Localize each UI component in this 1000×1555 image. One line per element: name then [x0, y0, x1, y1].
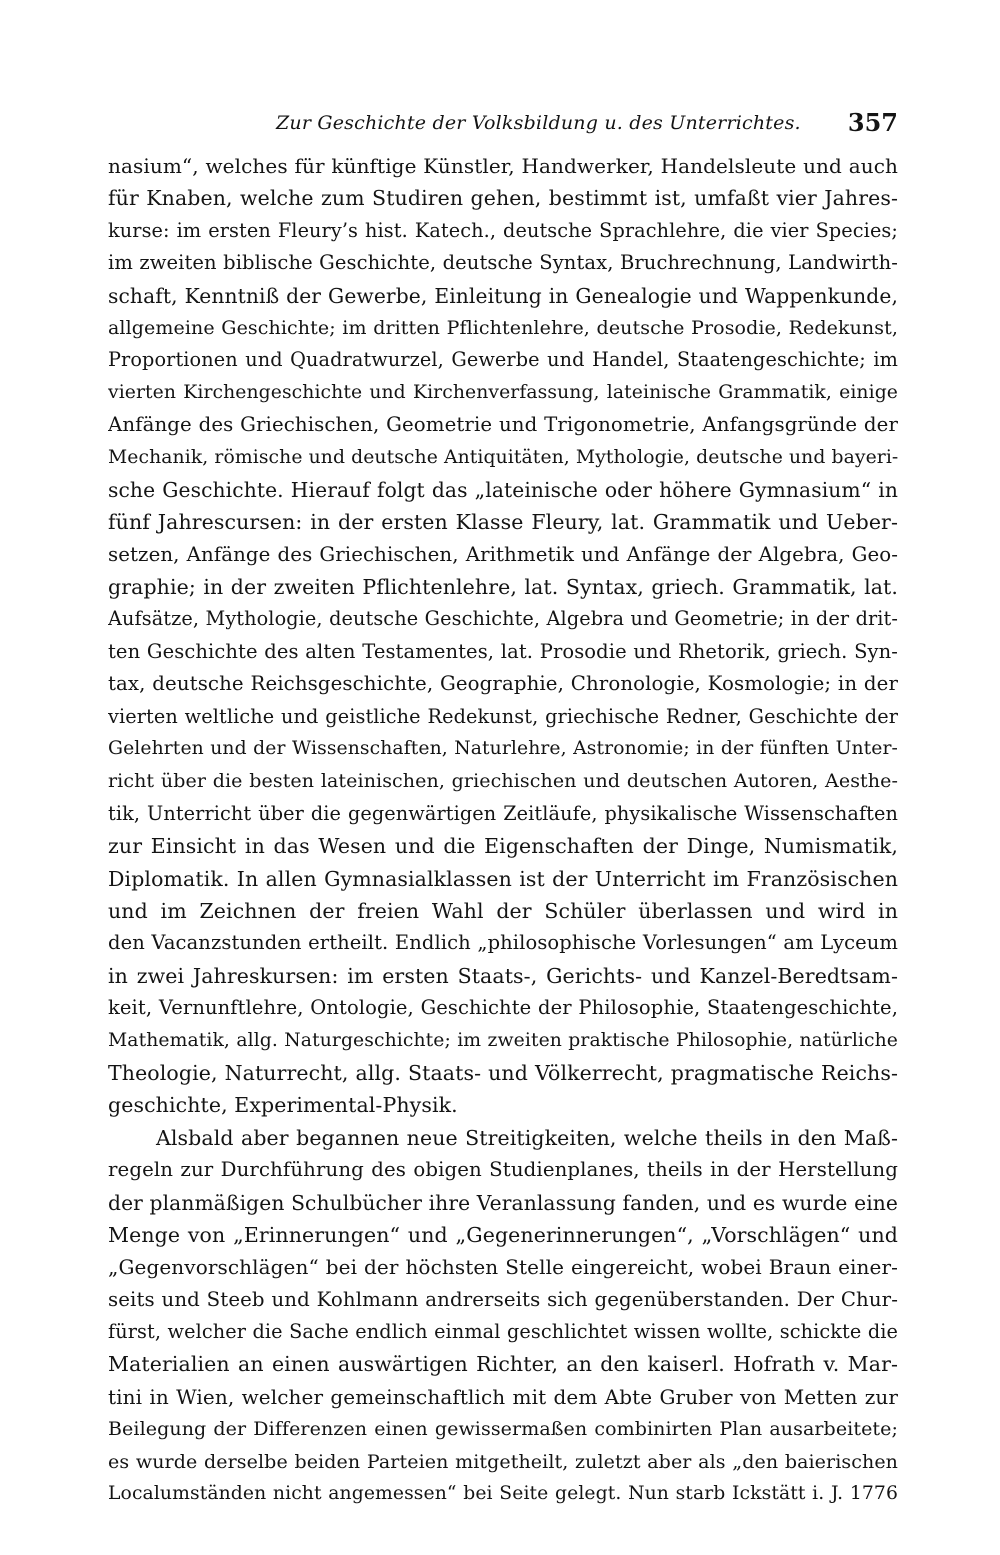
text-line: Alsbald aber begannen neue Streitigkeiten, welche theils in den Maß- — [156, 1125, 898, 1150]
paragraph-1 — [108, 150, 898, 1122]
text-line: Aufsätze, Mythologie, deutsche Geschichte, Algebra und Geometrie; in der drit- — [108, 607, 898, 631]
running-title: Zur Geschichte der Volksbildung u. des Unterrichtes. — [276, 112, 801, 134]
text-line: tax, deutsche Reichsgeschichte, Geographie, Chronologie, Kosmologie; in der — [108, 672, 898, 696]
text-line: Anfänge des Griechischen, Geometrie und Trigonometrie, Anfangsgründe der — [108, 413, 898, 437]
text-line: Proportionen und Quadratwurzel, Gewerbe und Handel, Staatengeschichte; im — [108, 348, 898, 372]
text-line: der planmäßigen Schulbücher ihre Veranlassung fanden, und es wurde eine — [108, 1190, 898, 1215]
text-line: seits und Steeb und Kohlmann andrerseits sich gegenüberstanden. Der Chur- — [108, 1287, 898, 1311]
text-line: Mechanik, römische und deutsche Antiquitäten, Mythologie, deutsche und bayeri- — [108, 446, 898, 468]
text-line: fürst, welcher die Sache endlich einmal geschlichtet wissen wollte, schickte die — [108, 1320, 898, 1344]
text-line: in zwei Jahreskursen: im ersten Staats-, Gerichts- und Kanzel-Beredtsam- — [108, 963, 898, 988]
text-line: kurse: im ersten Fleury’s hist. Katech., deutsche Sprachlehre, die vier Species; — [108, 218, 898, 242]
text-line: setzen, Anfänge des Griechischen, Arithmetik und Anfänge der Algebra, Geo- — [108, 542, 898, 566]
text-line: nasium“, welches für künftige Künstler, Handwerker, Handelsleute und auch — [108, 154, 898, 178]
text-line: Mathematik, allg. Naturgeschichte; im zweiten praktische Philosophie, natürliche — [108, 1029, 898, 1051]
text-line: tini in Wien, welcher gemeinschaftlich mit dem Abte Gruber von Metten zur — [108, 1384, 898, 1409]
text-line: und im Zeichnen der freien Wahl der Schüler überlassen und wird in — [108, 898, 898, 923]
text-line: sche Geschichte. Hierauf folgt das „lateinische oder höhere Gymnasium“ in — [108, 477, 898, 502]
running-header — [108, 108, 898, 144]
text-line: Localumständen nicht angemessen“ bei Seite gelegt. Nun starb Ickstätt i. J. 1776 — [108, 1483, 898, 1505]
text-line: geschichte, Experimental-Physik. — [108, 1093, 458, 1118]
text-line: Theologie, Naturrecht, allg. Staats- und Völkerrecht, pragmatische Reichs- — [108, 1060, 898, 1085]
page-number: 357 — [847, 108, 898, 137]
text-line: regeln zur Durchführung des obigen Studienplanes, theils in der Herstellung — [108, 1158, 898, 1182]
text-line: für Knaben, welche zum Studiren gehen, bestimmt ist, umfaßt vier Jahres- — [108, 186, 898, 211]
text-line: Menge von „Erinnerungen“ und „Gegenerinnerungen“, „Vorschlägen“ und — [108, 1222, 898, 1247]
text-line: Materialien an einen auswärtigen Richter, an den kaiserl. Hofrath v. Mar- — [108, 1352, 898, 1377]
text-line: keit, Vernunftlehre, Ontologie, Geschichte der Philosophie, Staatengeschichte, — [108, 996, 898, 1020]
text-line: es wurde derselbe beiden Parteien mitgetheilt, zuletzt aber als „den baierischen — [108, 1450, 898, 1473]
text-line: schaft, Kenntniß der Gewerbe, Einleitung in Genealogie und Wappenkunde, — [108, 283, 898, 308]
body-text — [108, 150, 898, 1510]
text-line: „Gegenvorschlägen“ bei der höchsten Stelle eingereicht, wobei Braun einer- — [108, 1255, 898, 1280]
text-line: ten Geschichte des alten Testamentes, lat. Prosodie und Rhetorik, griech. Syn- — [108, 639, 898, 663]
text-line: im zweiten biblische Geschichte, deutsche Syntax, Bruchrechnung, Landwirth- — [108, 251, 898, 275]
text-line: den Vacanzstunden ertheilt. Endlich „philosophische Vorlesungen“ am Lyceum — [108, 931, 898, 955]
text-line: richt über die besten lateinischen, griechischen und deutschen Autoren, Aesthe- — [108, 770, 898, 793]
text-line: Diplomatik. In allen Gymnasialklassen ist der Unterricht im Französischen — [108, 866, 898, 891]
text-line: graphie; in der zweiten Pflichtenlehre, lat. Syntax, griech. Grammatik, lat. — [108, 575, 898, 600]
text-line: fünf Jahrescursen: in der ersten Klasse Fleury, lat. Grammatik und Ueber- — [108, 510, 898, 535]
text-line: zur Einsicht in das Wesen und die Eigenschaften der Dinge, Numismatik, — [108, 834, 898, 859]
text-line: Gelehrten und der Wissenschaften, Naturlehre, Astronomie; in der fünften Unter- — [108, 738, 898, 760]
paragraph-2 — [108, 1122, 898, 1511]
text-line: tik, Unterricht über die gegenwärtigen Zeitläufe, physikalische Wissenschaften — [108, 801, 898, 825]
text-line: Beilegung der Differenzen einen gewissermaßen combinirten Plan ausarbeitete; — [108, 1418, 898, 1441]
text-line: allgemeine Geschichte; im dritten Pflichtenlehre, deutsche Prosodie, Redekunst, — [108, 316, 898, 339]
text-line: vierten weltliche und geistliche Redekunst, griechische Redner, Geschichte der — [108, 704, 898, 728]
text-line: vierten Kirchengeschichte und Kirchenverfassung, lateinische Grammatik, einige — [108, 381, 898, 403]
